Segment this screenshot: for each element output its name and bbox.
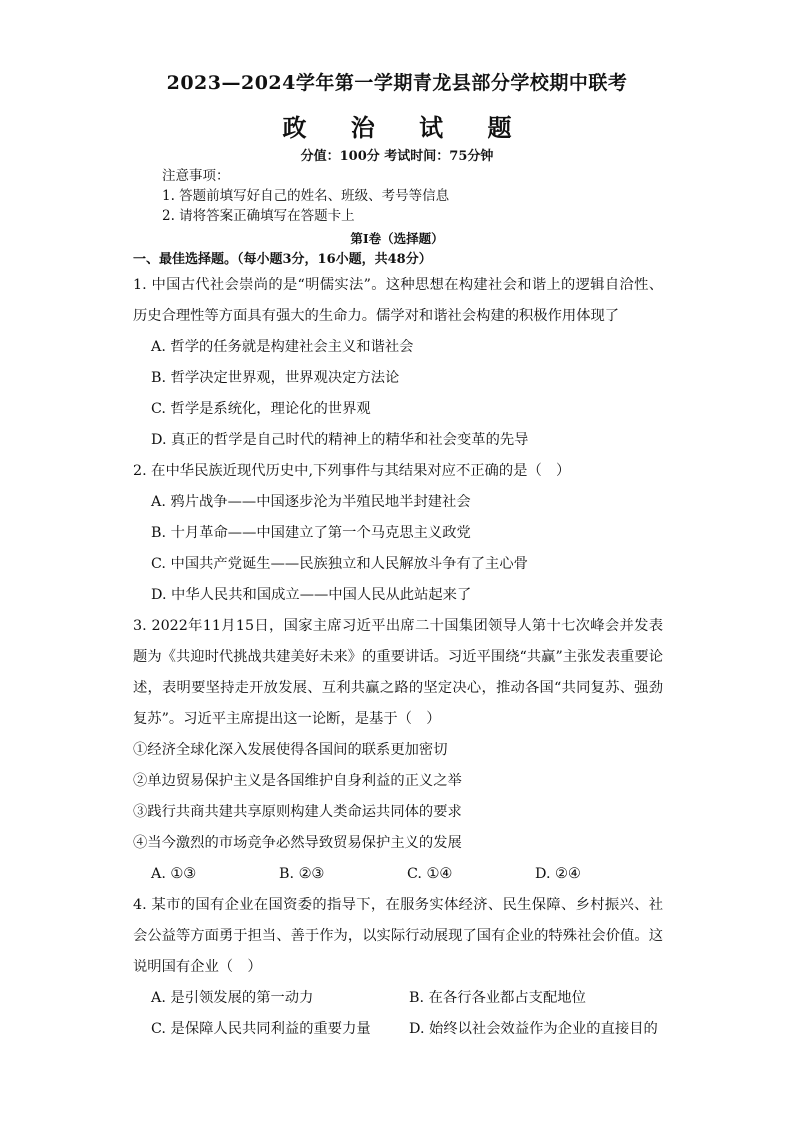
choice-d: D. ②④: [535, 866, 581, 882]
option-a: A. 哲学的任务就是构建社会主义和谐社会: [151, 339, 414, 355]
choice-row: [133, 859, 663, 890]
part-title: 第I卷（选择题）: [350, 231, 444, 246]
question-1: [133, 270, 663, 456]
choice-b: B. ②③: [279, 866, 325, 882]
choice-c: C. 是保障人民共同利益的重要力量: [151, 1021, 371, 1037]
statement-item: ④当今激烈的市场竞争必然导致贸易保护主义的发展: [133, 835, 462, 851]
choice-d: D. 始终以社会效益作为企业的直接目的: [409, 1021, 658, 1037]
question-stem: 2. 在中华民族近现代历史中,下列事件与其结果对应不正确的是（ ）: [133, 463, 571, 479]
choice-row: [133, 1014, 663, 1045]
score-time-info: 分值：100分 考试时间：75分钟: [300, 149, 494, 164]
questions-area: [133, 270, 663, 1045]
statement-item: ③践行共商共建共享原则构建人类命运共同体的要求: [133, 804, 462, 820]
statement-item: ②单边贸易保护主义是各国维护自身利益的正义之举: [133, 773, 462, 789]
notice-block: [162, 166, 449, 226]
option-b: B. 哲学决定世界观，世界观决定方法论: [151, 370, 400, 386]
choice-a: A. ①③: [151, 866, 197, 882]
question-4: [133, 890, 663, 1045]
question-3: [133, 611, 663, 890]
subject-title: 政 治 试 题: [282, 113, 530, 142]
notice-heading: 注意事项：: [162, 168, 230, 184]
section-title: 一、最佳选择题。（每小题3分，16小题，共48分）: [133, 252, 432, 267]
option-b: B. 十月革命——中国建立了第一个马克思主义政党: [151, 525, 471, 541]
option-a: A. 鸦片战争——中国逐步沦为半殖民地半封建社会: [151, 494, 471, 510]
choice-b: B. 在各行各业都占支配地位: [409, 990, 586, 1006]
option-d: D. 中华人民共和国成立——中国人民从此站起来了: [151, 587, 472, 603]
exam-title: 2023—2024学年第一学期青龙县部分学校期中联考: [166, 72, 628, 94]
notice-item: 2. 请将答案正确填写在答题卡上: [162, 208, 355, 224]
statement-item: ①经济全球化深入发展使得各国间的联系更加密切: [133, 742, 448, 758]
option-c: C. 中国共产党诞生——民族独立和人民解放斗争有了主心骨: [151, 556, 528, 572]
choice-a: A. 是引领发展的第一动力: [151, 990, 314, 1006]
option-c: C. 哲学是系统化，理论化的世界观: [151, 401, 371, 417]
notice-item: 1. 答题前填写好自己的姓名、班级、考号等信息: [162, 188, 450, 204]
question-stem: 1. 中国古代社会崇尚的是“明儒实法”。这种思想在构建社会和谐上的逻辑自洽性、历史合理性等方面具有强大的生命力。儒学对和谐社会构建的积极作用体现了: [133, 277, 663, 324]
option-d: D. 真正的哲学是自己时代的精神上的精华和社会变革的先导: [151, 432, 529, 448]
question-stem: 4. 某市的国有企业在国资委的指导下，在服务实体经济、民生保障、乡村振兴、社会公益等方面勇于担当、善于作为，以实际行动展现了国有企业的特殊社会价值。这说明国有企业（ ）: [133, 897, 663, 975]
question-2: [133, 456, 663, 611]
choice-row: [133, 983, 663, 1014]
choice-c: C. ①④: [407, 866, 453, 882]
question-stem: 3. 2022年11月15日，国家主席习近平出席二十国集团领导人第十七次峰会并发表题为《共迎时代挑战共建美好未来》的重要讲话。习近平围绕“共赢”主张发表重要论述，表明要坚持走开放发展、互利共赢之路的坚定决心，推动各国“共同复苏、强劲复苏”。习近平主席提出这一论断，是基于（ ）: [133, 618, 663, 727]
